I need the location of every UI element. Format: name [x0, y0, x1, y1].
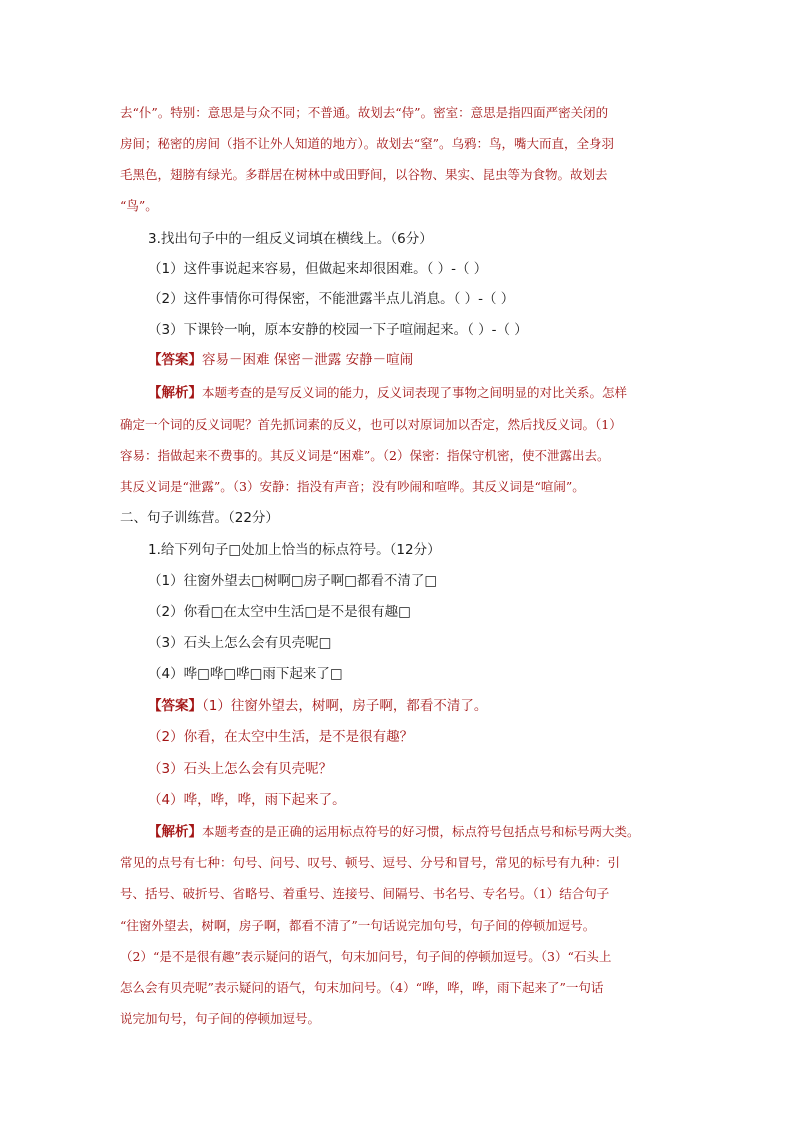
q1-explain-line: 怎么会有贝壳呢”表示疑问的语气，句末加问号。（4）“哗，哗，哗，雨下起来了”一句话: [120, 980, 604, 995]
q1-item: （2）你看□在太空中生活□是不是很有趣□: [148, 604, 411, 620]
q3-explain-line: [148, 384, 627, 402]
q1-title: 1.给下列句子□处加上恰当的标点符号。（12分）: [148, 542, 441, 558]
q1-explain-line: 常见的点号有七种：句号、问号、叹号、顿号、逗号、分号和冒号，常见的标号有九种：引: [120, 855, 621, 870]
section-title: 二、句子训练营。（22分）: [120, 510, 279, 526]
explain-text: 本题考查的是正确的运用标点符号的好习惯，标点符号包括点号和标号两大类。: [202, 824, 640, 839]
answer-tag: 【答案】: [148, 698, 202, 714]
q1-item: （4）哗□哗□哗□雨下起来了□: [148, 666, 343, 682]
explain-prev-line: 去“仆”。特别：意思是与众不同；不普通。故划去“侍”。密室：意思是指四面严密关闭的: [120, 105, 609, 120]
q1-item: （3）石头上怎么会有贝壳呢□: [148, 635, 332, 651]
q1-explain-line: 号、括号、破折号、省略号、着重号、连接号、间隔号、书名号、专名号。（1）结合句子: [120, 886, 610, 901]
q3-item: （1）这件事说起来容易，但做起来却很困难。（ ）-（ ）: [148, 261, 488, 277]
answer-tag: 【答案】: [148, 352, 202, 368]
q1-answer-line: （2）你看，在太空中生活，是不是很有趣？: [148, 729, 414, 745]
q3-explain-line: 其反义词是“泄露”。（3）安静：指没有声音；没有吵闹和喧哗。其反义词是“喧闹”。: [120, 479, 585, 494]
q3-title: 3.找出句子中的一组反义词填在横线上。（6分）: [148, 231, 433, 247]
q3-item: （2）这件事情你可得保密，不能泄露半点儿消息。（ ）-（ ）: [148, 291, 515, 307]
q3-explain-line: 确定一个词的反义词呢？首先抓词素的反义，也可以对原词加以否定，然后找反义词。（1）: [120, 417, 622, 432]
q1-item: （1）往窗外望去□树啊□房子啊□都看不清了□: [148, 573, 438, 589]
explain-tag: 【解析】: [148, 824, 202, 840]
q1-explain-line: “往窗外望去，树啊，房子啊，都看不清了”一句话说完加句号，句子间的停顿加逗号。: [120, 918, 596, 933]
explain-prev-line: 毛黑色，翅膀有绿光。多群居在树林中或田野间，以谷物、果实、昆虫等为食物。故划去: [120, 167, 608, 182]
explain-text: 本题考查的是写反义词的能力，反义词表现了事物之间明显的对比关系。怎样: [202, 385, 628, 400]
q3-item: （3）下课铃一响，原本安静的校园一下子喧闹起来。（ ）-（ ）: [148, 322, 528, 338]
q1-explain-line: 说完加句号，句子间的停顿加逗号。: [120, 1011, 321, 1026]
q3-answer: [148, 351, 413, 369]
q1-answer-line: （3）石头上怎么会有贝壳呢？: [148, 761, 333, 777]
q3-explain-line: 容易：指做起来不费事的。其反义词是“困难”。（2）保密：指保守机密，使不泄露出去。: [120, 448, 610, 463]
q1-explain-line: （2）“是不是很有趣”表示疑问的语气，句末加问号，句子间的停顿加逗号。（3）“石头上: [120, 949, 612, 964]
answer-text: 容易－困难 保密－泄露 安静－喧闹: [202, 352, 414, 368]
explain-tag: 【解析】: [148, 385, 202, 401]
q1-answer: [148, 697, 487, 715]
explain-prev-line: 房间；秘密的房间（指不让外人知道的地方）。故划去“窒”。乌鸦：鸟，嘴大而直，全身羽: [120, 136, 615, 151]
q1-answer-line: （4）哗，哗，哗，雨下起来了。: [148, 792, 346, 808]
answer-text: （1）往窗外望去，树啊，房子啊，都看不清了。: [202, 698, 488, 714]
explain-prev-line: “鸟”。: [120, 198, 158, 213]
q1-explain-line: [148, 823, 640, 841]
